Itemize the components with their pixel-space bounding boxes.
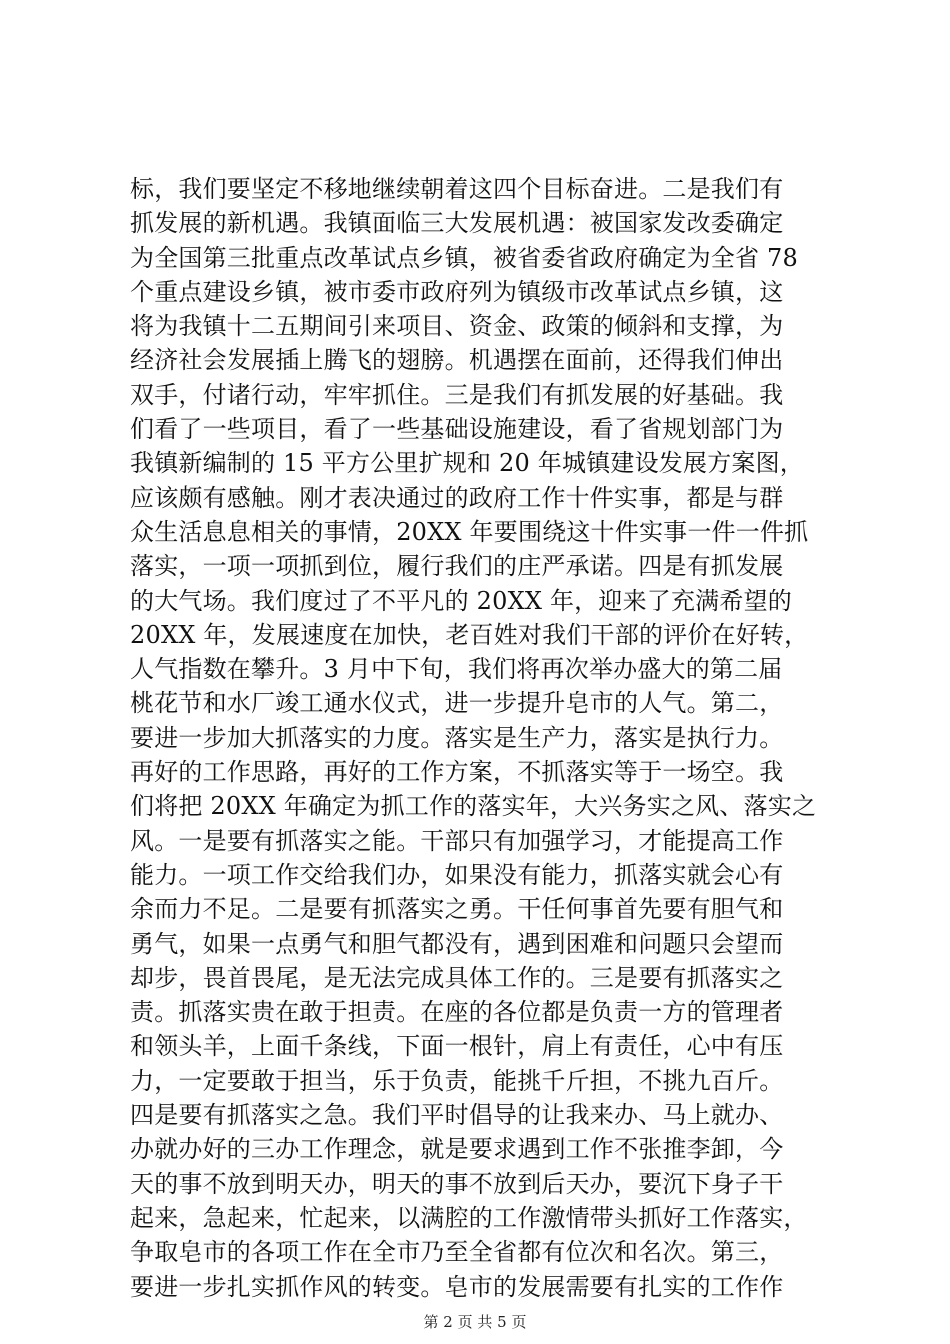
text-line: 能力。一项工作交给我们办，如果没有能力，抓落实就会心有	[130, 860, 784, 889]
text-line: 为全国第三批重点改革试点乡镇，被省委省政府确定为全省 78	[130, 243, 798, 272]
text-line: 双手，付诸行动，牢牢抓住。三是我们有抓发展的好基础。我	[130, 380, 784, 409]
text-line: 和领头羊，上面千条线，下面一根针，肩上有责任，心中有压	[130, 1032, 784, 1061]
text-line: 人气指数在攀升。3 月中下旬，我们将再次举办盛大的第二届	[130, 655, 783, 684]
text-line: 办就办好的三办工作理念，就是要求遇到工作不张推李卸，今	[130, 1135, 784, 1164]
text-line: 的大气场。我们度过了不平凡的 20XX 年，迎来了充满希望的	[130, 586, 792, 615]
text-line: 经济社会发展插上腾飞的翅膀。机遇摆在面前，还得我们伸出	[130, 346, 784, 375]
text-line: 却步，畏首畏尾，是无法完成具体工作的。三是要有抓落实之	[130, 963, 784, 992]
text-line: 要进一步扎实抓作风的转变。皂市的发展需要有扎实的工作作	[130, 1272, 784, 1301]
text-line: 力，一定要敢于担当，乐于负责，能挑千斤担，不挑九百斤。	[130, 1066, 784, 1095]
text-line: 落实，一项一项抓到位，履行我们的庄严承诺。四是有抓发展	[130, 552, 784, 581]
text-line: 20XX 年，发展速度在加快，老百姓对我们干部的评价在好转，	[130, 620, 809, 649]
text-line: 勇气，如果一点勇气和胆气都没有，遇到困难和问题只会望而	[130, 929, 784, 958]
text-line: 抓发展的新机遇。我镇面临三大发展机遇：被国家发改委确定	[130, 209, 784, 238]
text-line: 众生活息息相关的事情，20XX 年要围绕这十件实事一件一件抓	[130, 517, 809, 546]
text-line: 责。抓落实贵在敢于担责。在座的各位都是负责一方的管理者	[130, 998, 784, 1027]
text-line: 标，我们要坚定不移地继续朝着这四个目标奋进。二是我们有	[130, 175, 784, 203]
text-line: 要进一步加大抓落实的力度。落实是生产力，落实是执行力。	[130, 723, 784, 752]
text-line: 再好的工作思路，再好的工作方案，不抓落实等于一场空。我	[130, 758, 784, 787]
page-footer: 第 2 页 共 5 页	[423, 1313, 527, 1331]
text-line: 风。一是要有抓落实之能。干部只有加强学习，才能提高工作	[130, 826, 784, 855]
text-line: 桃花节和水厂竣工通水仪式，进一步提升皂市的人气。第二，	[130, 689, 784, 718]
text-line: 们将把 20XX 年确定为抓工作的落实年，大兴务实之风、落实之	[130, 792, 817, 821]
text-line: 应该颇有感触。刚才表决通过的政府工作十件实事，都是与群	[130, 483, 784, 512]
text-line: 我镇新编制的 15 平方公里扩规和 20 年城镇建设发展方案图，	[130, 449, 804, 478]
text-line: 个重点建设乡镇，被市委市政府列为镇级市改革试点乡镇，这	[130, 277, 784, 306]
text-line: 余而力不足。二是要有抓落实之勇。干任何事首先要有胆气和	[130, 895, 784, 924]
text-line: 四是要有抓落实之急。我们平时倡导的让我来办、马上就办、	[130, 1101, 784, 1130]
text-line: 们看了一些项目，看了一些基础设施建设，看了省规划部门为	[130, 415, 784, 444]
text-line: 起来，急起来，忙起来，以满腔的工作激情带头抓好工作落实，	[130, 1203, 808, 1232]
text-line: 争取皂市的各项工作在全市乃至全省都有位次和名次。第三，	[130, 1238, 784, 1267]
text-line: 将为我镇十二五期间引来项目、资金、政策的倾斜和支撑，为	[130, 312, 784, 341]
body-text	[130, 172, 830, 1304]
text-line: 天的事不放到明天办，明天的事不放到后天办，要沉下身子干	[130, 1169, 784, 1198]
